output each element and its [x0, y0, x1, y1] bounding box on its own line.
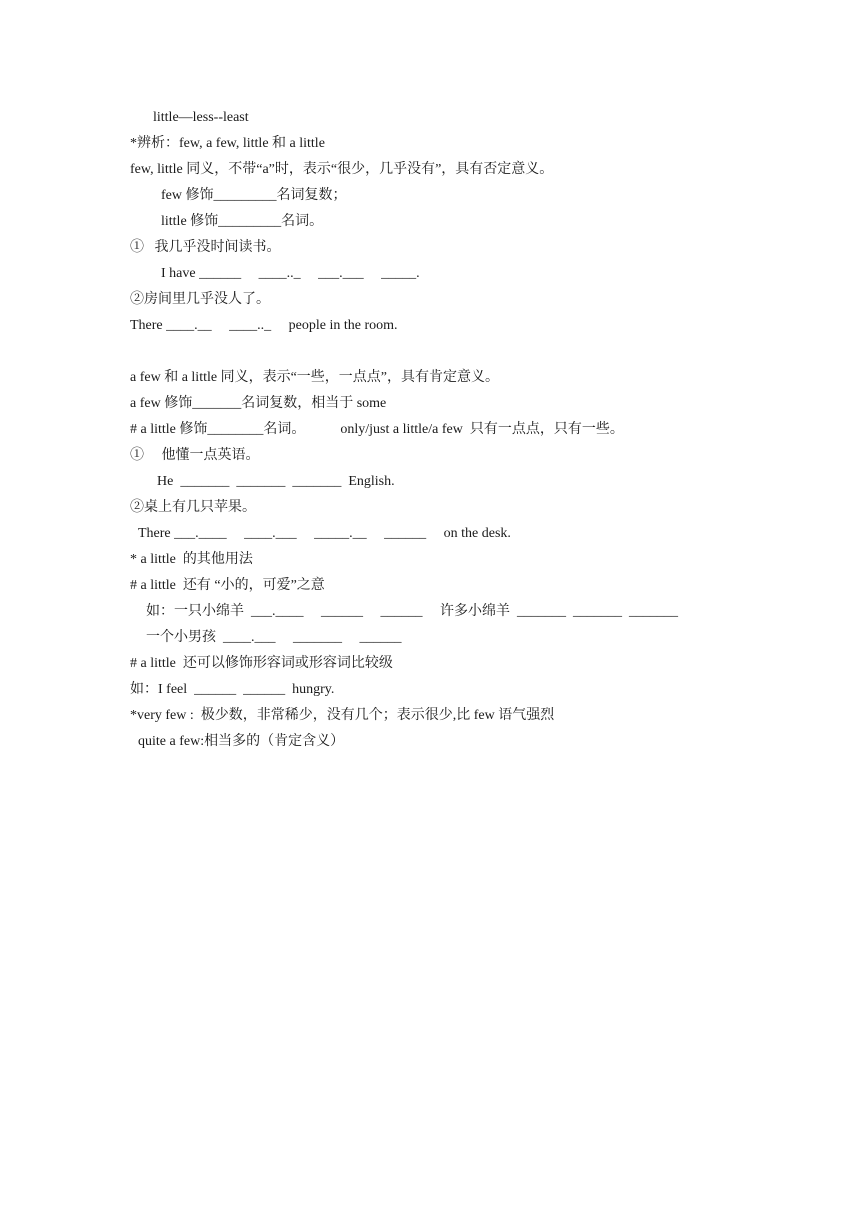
- comparative-forms-line: little—less--least: [153, 110, 249, 125]
- distinction-heading: *辨析：few, a few, little 和 a little: [130, 136, 325, 151]
- example-1-english-blanks: I have ______ ____.._ ___.___ _____.: [161, 266, 420, 281]
- lamb-examples: 如：一只小绵羊 ___.____ ______ ______ 许多小绵羊 _______ _______ _______: [146, 604, 678, 619]
- example-4-chinese: ②桌上有几只苹果。: [130, 500, 256, 515]
- few-modifies-rule: few 修饰_________名词复数；: [161, 188, 347, 203]
- small-cute-meaning: # a little 还有 “小的，可爱”之意: [130, 578, 325, 593]
- other-usages-heading: * a little 的其他用法: [130, 552, 253, 567]
- modify-adjective-rule: # a little 还可以修饰形容词或形容词比较级: [130, 656, 393, 671]
- little-boy-example: 一个小男孩 ____.___ _______ ______: [146, 630, 402, 645]
- feel-hungry-example: 如：I feel ______ ______ hungry.: [130, 682, 335, 697]
- a-few-modifies-rule: a few 修饰_______名词复数，相当于 some: [130, 396, 387, 411]
- quite-a-few-definition: quite a few:相当多的（肯定含义）: [138, 734, 345, 749]
- example-3-english-blanks: He _______ _______ _______ English.: [157, 474, 395, 489]
- example-1-chinese: ① 我几乎没时间读书。: [130, 240, 281, 255]
- example-2-chinese: ②房间里几乎没人了。: [130, 292, 270, 307]
- example-3-chinese: ① 他懂一点英语。: [130, 448, 260, 463]
- a-little-modifies-rule: # a little 修饰________名词。 only/just a little/a few 只有一点点，只有一些。: [130, 422, 624, 437]
- a-few-a-little-definition: a few 和 a little 同义，表示“一些，一点点”，具有肯定意义。: [130, 370, 500, 385]
- few-little-definition: few, little 同义，不带“a”时，表示“很少，几乎没有”，具有否定意义。: [130, 162, 554, 177]
- little-modifies-rule: little 修饰_________名词。: [161, 214, 324, 229]
- example-4-english-blanks: There ___.____ ____.___ _____.__ ______ on the desk.: [138, 526, 511, 541]
- example-2-english-blanks: There ____.__ ____.._ people in the room.: [130, 318, 398, 333]
- very-few-definition: *very few : 极少数，非常稀少，没有几个；表示很少,比 few 语气强烈: [130, 708, 555, 723]
